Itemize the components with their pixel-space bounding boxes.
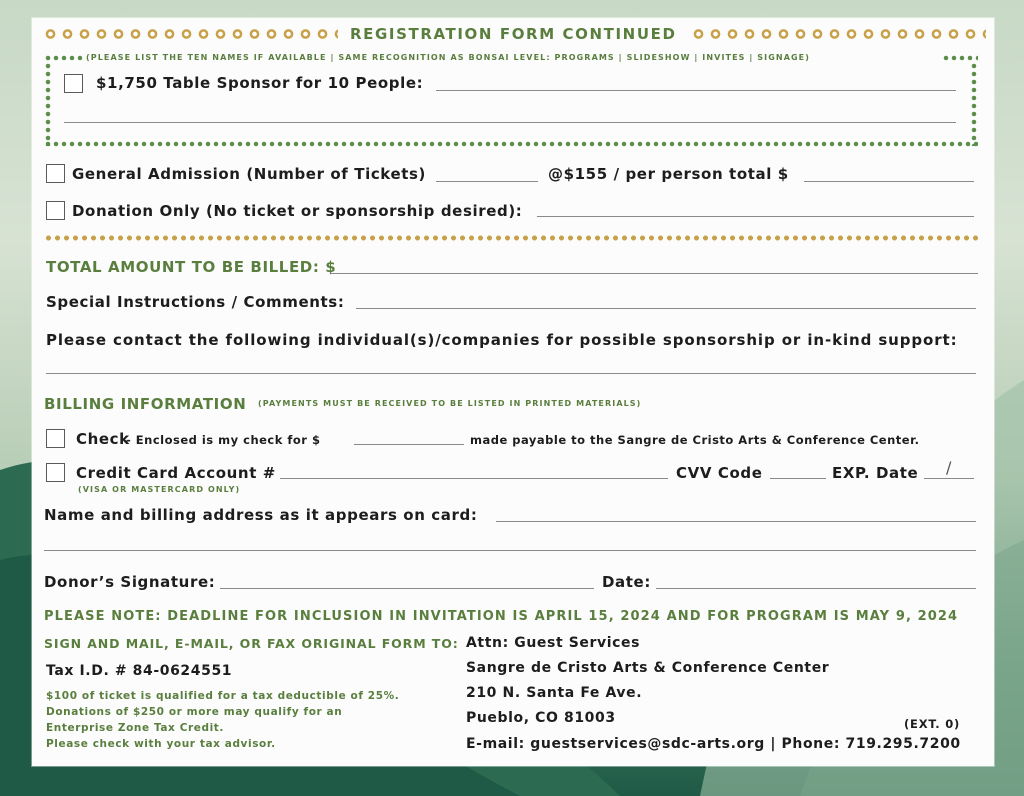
billing-address-field-2[interactable] bbox=[44, 550, 976, 551]
table-sponsor-checkbox[interactable] bbox=[64, 74, 83, 93]
signature-label: Donor’s Signature: bbox=[44, 573, 216, 591]
tax-note bbox=[46, 688, 426, 752]
price-per-person-label: @$155 / per person total $ bbox=[548, 165, 789, 183]
dotted-frame-top-right bbox=[942, 54, 978, 62]
general-admission-label: General Admission (Number of Tickets) bbox=[72, 165, 427, 183]
date-label: Date: bbox=[602, 573, 651, 591]
billing-address-label: Name and billing address as it appears on card: bbox=[44, 506, 478, 524]
contact-field[interactable] bbox=[46, 373, 976, 374]
gold-divider bbox=[44, 234, 978, 242]
tax-note-line: $100 of ticket is qualified for a tax deductible of 25%. bbox=[46, 690, 400, 702]
ticket-count-field[interactable] bbox=[436, 181, 538, 182]
signature-field[interactable] bbox=[220, 588, 594, 589]
gold-diamond-row-left bbox=[42, 28, 338, 40]
total-amount-label: TOTAL AMOUNT TO BE BILLED: $ bbox=[46, 258, 337, 276]
contact-label: Please contact the following individual(s)/companies for possible sponsorship or in-kind support: bbox=[46, 331, 958, 349]
billing-heading: BILLING INFORMATION bbox=[44, 395, 247, 413]
special-instructions-field[interactable] bbox=[356, 308, 976, 309]
dotted-frame-bottom bbox=[44, 140, 978, 148]
table-sponsor-names-line-1[interactable] bbox=[436, 90, 956, 91]
donation-only-label: Donation Only (No ticket or sponsorship desired): bbox=[72, 202, 523, 220]
table-sponsor-label: $1,750 Table Sponsor for 10 People: bbox=[96, 74, 424, 92]
credit-card-checkbox[interactable] bbox=[46, 463, 65, 482]
address-street: 210 N. Santa Fe Ave. bbox=[466, 685, 643, 701]
check-amount-field[interactable] bbox=[354, 444, 464, 445]
form-title: REGISTRATION FORM CONTINUED bbox=[350, 25, 677, 43]
total-amount-field[interactable] bbox=[330, 273, 978, 274]
donation-only-checkbox[interactable] bbox=[46, 201, 65, 220]
tax-id: Tax I.D. # 84-0624551 bbox=[46, 663, 233, 679]
check-payment-checkbox[interactable] bbox=[46, 429, 65, 448]
sponsor-subtitle: (PLEASE LIST THE TEN NAMES IF AVAILABLE | SAME RECOGNITION AS BONSAI LEVEL: PROGRAMS | SLIDESHOW | INVITES | SIGNAGE) bbox=[86, 53, 810, 62]
check-label: Check bbox=[76, 430, 130, 448]
billing-address-field-1[interactable] bbox=[496, 521, 976, 522]
cvv-label: CVV Code bbox=[676, 464, 763, 482]
gold-diamond-row-right bbox=[690, 28, 986, 40]
card-type-note: (VISA OR MASTERCARD ONLY) bbox=[78, 485, 241, 494]
deadline-note: PLEASE NOTE: DEADLINE FOR INCLUSION IN INVITATION IS APRIL 15, 2024 AND FOR PROGRAM IS MAY 9, 2024 bbox=[44, 609, 959, 624]
address-city: Pueblo, CO 81003 bbox=[466, 710, 616, 726]
address-organization: Sangre de Cristo Arts & Conference Center bbox=[466, 660, 830, 676]
form-sheet bbox=[32, 18, 994, 766]
mail-heading: SIGN AND MAIL, E-MAIL, OR FAX ORIGINAL FORM TO: bbox=[44, 636, 459, 651]
table-sponsor-names-line-2[interactable] bbox=[64, 122, 956, 123]
donation-amount-field[interactable] bbox=[537, 216, 974, 217]
credit-card-label: Credit Card Account # bbox=[76, 464, 276, 482]
dotted-frame-top-left bbox=[44, 54, 84, 62]
exp-date-label: EXP. Date bbox=[832, 464, 919, 482]
cvv-field[interactable] bbox=[770, 478, 826, 479]
tax-note-line: Donations of $250 or more may qualify for an bbox=[46, 706, 343, 718]
dotted-frame-left bbox=[44, 62, 52, 146]
admission-total-field[interactable] bbox=[804, 181, 974, 182]
email-phone-line: E-mail: guestservices@sdc-arts.org | Phone: 719.295.7200 bbox=[466, 736, 961, 752]
exp-date-field[interactable] bbox=[924, 478, 974, 479]
date-field[interactable] bbox=[656, 588, 976, 589]
phone-extension: (EXT. 0) bbox=[904, 717, 961, 731]
special-instructions-label: Special Instructions / Comments: bbox=[46, 293, 345, 311]
billing-payment-note: (PAYMENTS MUST BE RECEIVED TO BE LISTED IN PRINTED MATERIALS) bbox=[258, 399, 642, 408]
tax-note-line: Enterprise Zone Tax Credit. bbox=[46, 722, 225, 734]
tax-note-line: Please check with your tax advisor. bbox=[46, 738, 276, 750]
dotted-frame-right bbox=[970, 62, 978, 146]
address-attn: Attn: Guest Services bbox=[466, 635, 641, 651]
check-payable-text: made payable to the Sangre de Cristo Arts & Conference Center. bbox=[470, 433, 920, 447]
check-enclosed-text: - Enclosed is my check for $ bbox=[126, 433, 321, 447]
credit-card-number-field[interactable] bbox=[280, 478, 668, 479]
general-admission-checkbox[interactable] bbox=[46, 164, 65, 183]
exp-date-slash: / bbox=[946, 458, 952, 477]
